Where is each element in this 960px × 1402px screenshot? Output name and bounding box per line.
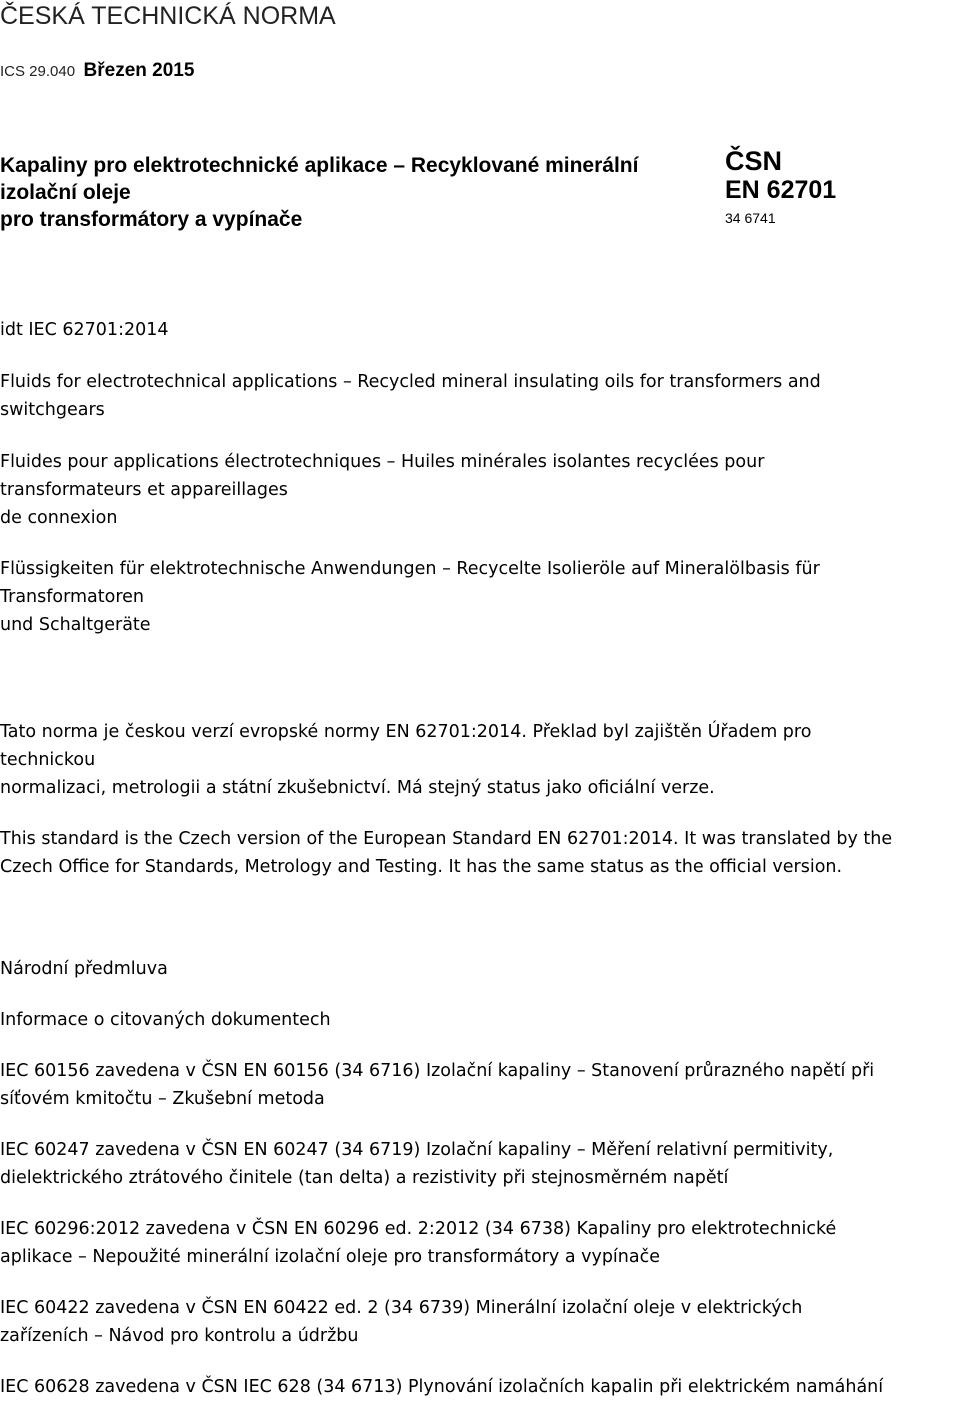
foreword-heading-text: Národní předmluva (0, 959, 168, 979)
english-status-statement (0, 825, 960, 881)
reference-item (0, 1057, 960, 1113)
czech-title-line: izolační oleje (0, 181, 131, 204)
french-title-line: de connexion (0, 508, 118, 528)
reference-line: IEC 60422 zavedena v ČSN EN 60422 ed. 2 (34 6739) Minerální izolační oleje v elektrických (0, 1298, 803, 1318)
ics-code: ICS 29.040 (0, 63, 76, 80)
reference-item (0, 1136, 960, 1192)
status-line: This standard is the Czech version of the European Standard EN 62701:2014. It was translated by the (0, 829, 893, 849)
en-number: EN 62701 (725, 176, 837, 204)
class-number: 34 6741 (725, 210, 776, 226)
reference-line: aplikace – Nepoužité minerální izolační oleje pro transformátory a vypínače (0, 1247, 661, 1267)
status-line: Czech Office for Standards, Metrology and Testing. It has the same status as the official version. (0, 857, 843, 877)
norm-title: ČESKÁ TECHNICKÁ NORMA (0, 2, 336, 30)
reference-line: síťovém kmitočtu – Zkušební metoda (0, 1089, 325, 1109)
reference-item (0, 1294, 960, 1350)
issue-date: Březen 2015 (83, 60, 195, 81)
reference-line: IEC 60628 zavedena v ČSN IEC 628 (34 6713) Plynování izolačních kapalin při elektrickém namáhání (0, 1377, 884, 1397)
german-title-line: Flüssigkeiten für elektrotechnische Anwendungen – Recycelte Isolieröle auf Mineralölbasis für (0, 559, 820, 579)
status-line: normalizaci, metrologii a státní zkušebnictví. Má stejný status jako oficiální verze. (0, 778, 715, 798)
english-title-line: Fluids for electrotechnical applications – Recycled mineral insulating oils for transformers and (0, 372, 821, 392)
czech-title-line: Kapaliny pro elektrotechnické aplikace – Recyklované minerální (0, 154, 639, 177)
czech-status-statement (0, 718, 960, 802)
german-title (0, 555, 960, 639)
reference-line: zařízeních – Návod pro kontrolu a údržbu (0, 1326, 359, 1346)
czech-title-line: pro transformátory a vypínače (0, 208, 303, 231)
french-title-line: transformateurs et appareillages (0, 480, 288, 500)
reference-item (0, 1373, 960, 1401)
english-title (0, 368, 960, 424)
foreword-heading (0, 955, 960, 983)
czech-title (0, 152, 720, 233)
csn-label: ČSN (725, 146, 783, 176)
equivalence-text: idt IEC 62701:2014 (0, 320, 169, 340)
ics-date-line (0, 60, 194, 82)
equivalence-line (0, 316, 960, 344)
german-title-line: Transformatoren (0, 587, 145, 607)
reference-line: IEC 60156 zavedena v ČSN EN 60156 (34 6716) Izolační kapaliny – Stanovení průrazného napětí při (0, 1061, 875, 1081)
reference-line: IEC 60247 zavedena v ČSN EN 60247 (34 6719) Izolační kapaliny – Měření relativní permitivity, (0, 1140, 834, 1160)
cited-documents-heading (0, 1006, 960, 1034)
french-title-line: Fluides pour applications électrotechniques – Huiles minérales isolantes recyclées pour (0, 452, 765, 472)
cited-documents-heading-text: Informace o citovaných dokumentech (0, 1010, 331, 1030)
reference-line: dielektrického ztrátového činitele (tan delta) a rezistivity při stejnosměrném napětí (0, 1168, 729, 1188)
reference-item (0, 1215, 960, 1271)
status-line: Tato norma je českou verzí evropské normy EN 62701:2014. Překlad byl zajištěn Úřadem pro (0, 722, 812, 742)
status-line: technickou (0, 750, 96, 770)
standard-designation (725, 146, 955, 228)
english-title-line: switchgears (0, 400, 105, 420)
french-title (0, 448, 960, 532)
german-title-line: und Schaltgeräte (0, 615, 151, 635)
reference-line: IEC 60296:2012 zavedena v ČSN EN 60296 ed. 2:2012 (34 6738) Kapaliny pro elektrotechnické (0, 1219, 837, 1239)
